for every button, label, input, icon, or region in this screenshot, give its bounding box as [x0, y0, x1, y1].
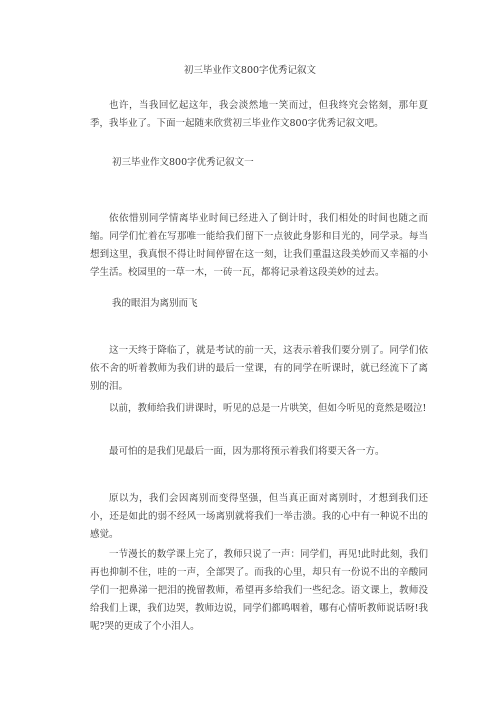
intro-paragraph: 也许，当我回忆起这年，我会淡然地一笑而过，但我终究会铭刻，那年夏季，我毕业了。下面一起随来欣赏初三毕业作文800字优秀记叙文吧。 — [90, 100, 428, 129]
body-paragraph: 这一天终于降临了，就是考试的前一天，这表示着我们要分别了。同学们依依不舍的听着教师为我们讲的最后一堂课，有的同学在听课时，就已经流下了离别的泪。 — [90, 345, 428, 392]
document-title: 初三毕业作文800字优秀记叙文 — [183, 65, 317, 76]
section-heading-1: 初三毕业作文800字优秀记叙文一 — [112, 157, 254, 168]
body-paragraph: 以前，教师给我们讲课时，听见的总是一片哄笑，但如今听见的竟然是啜泣! — [109, 403, 427, 414]
body-paragraph: 原以为，我们会因离别而变得坚强，但当真正面对离别时，才想到我们还小，还是如此的弱不经风一场离别就将我们一举击溃。我的心中有一种说不出的感觉。 — [90, 493, 428, 540]
body-paragraph: 依依惜别同学情离毕业时间已经进入了倒计时，我们相处的时间也随之而缩。同学们忙着在写那唯一能给我们留下一点彼此身影和目光的，同学录。每当想到这里，我真恨不得让时间停留在这一刻，让我们重温这段美妙而又幸福的小学生活。校园里的一草一木，一砖一瓦，都将记录着这段美妙的过去。 — [90, 213, 428, 278]
body-paragraph: 最可怕的是我们见最后一面，因为那将预示着我们将要天各一方。 — [109, 446, 385, 457]
body-paragraph: 一节漫长的数学课上完了，教师只说了一声：同学们，再见!此时此刻，我们再也抑制不住，哇的一声，全部哭了。而我的心里，却只有一份说不出的辛酸同学们一把鼻涕一把泪的挽留教师，希望再多给我们一些纪念。语文课上，教师没给我们上课，我们边哭，教师边说，同学们都鸣咽着，哪有心情听教师说话呀!我呢?哭的更成了个小泪人。 — [90, 549, 428, 632]
section-heading-2: 我的眼泪为离别而飞 — [112, 298, 198, 309]
